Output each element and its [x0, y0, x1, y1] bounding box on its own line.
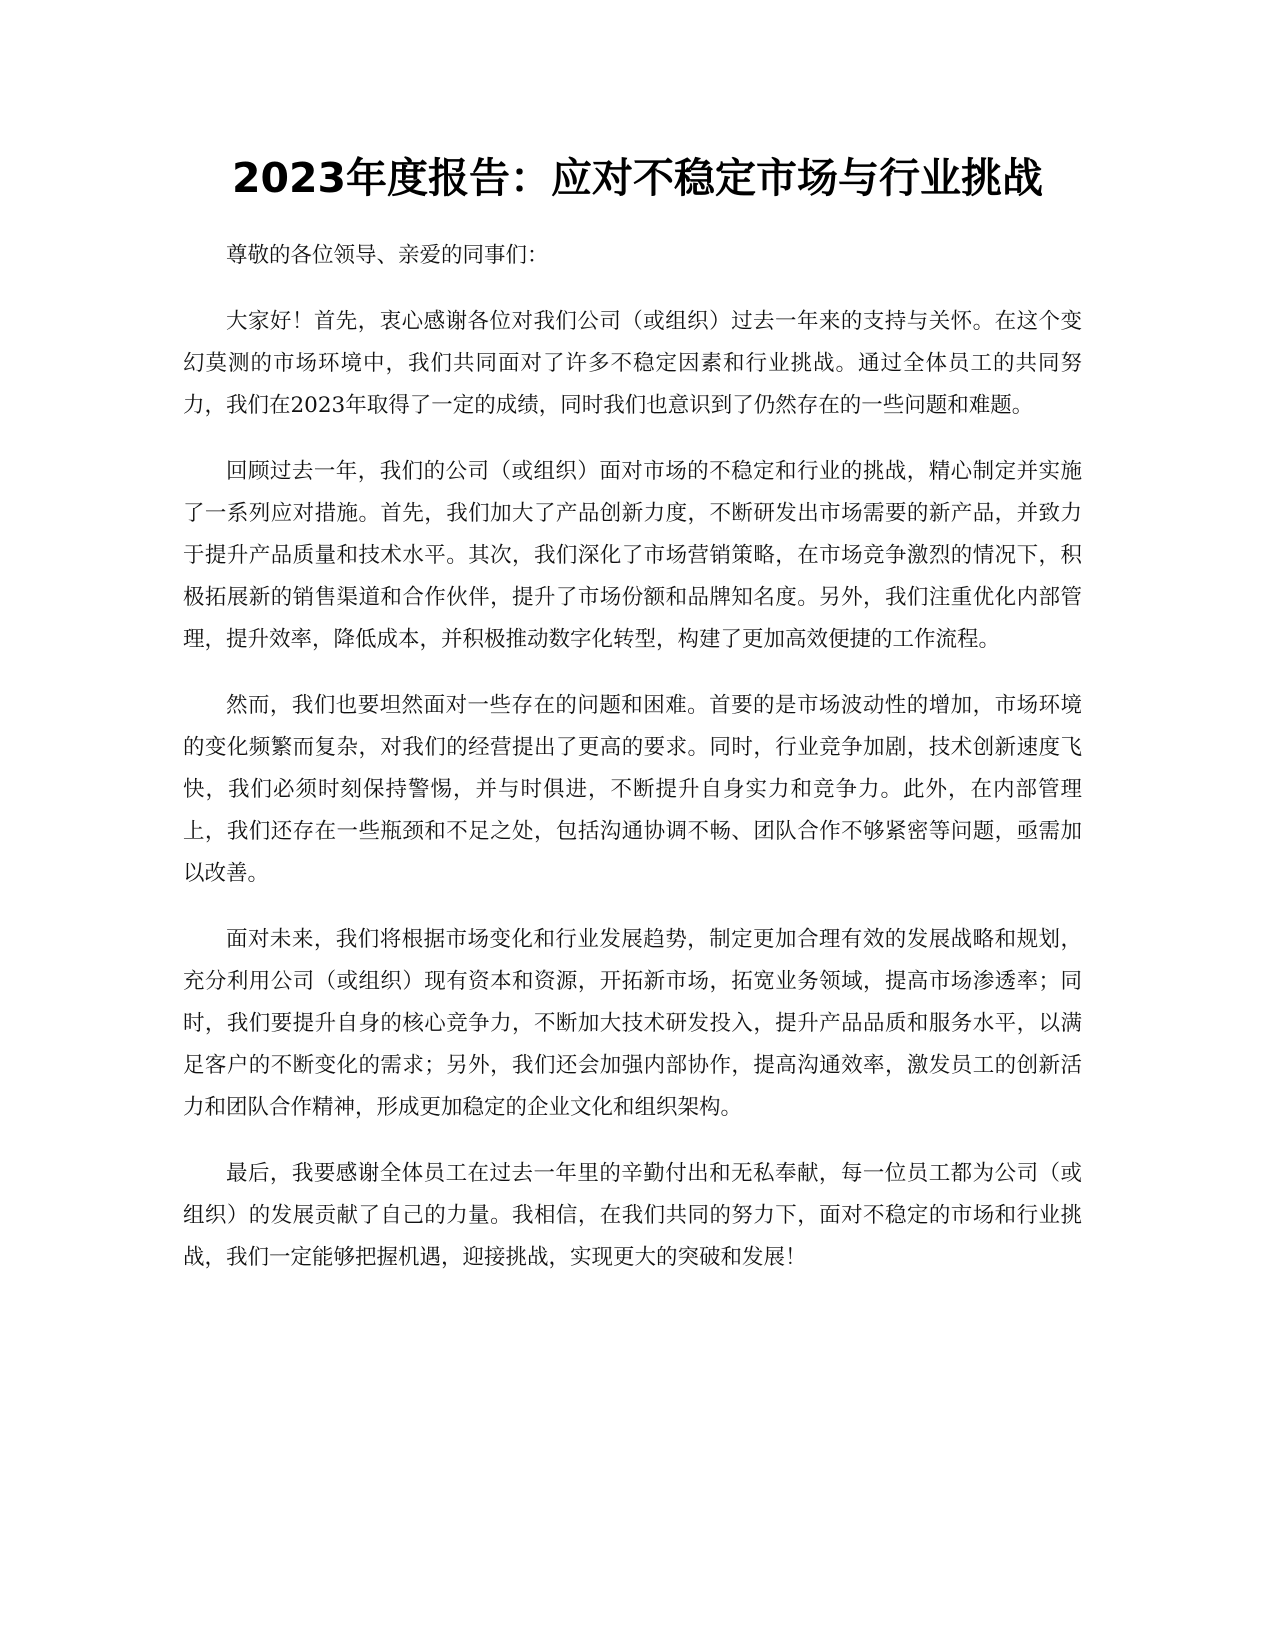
- paragraph-review: 回顾过去一年，我们的公司（或组织）面对市场的不稳定和行业的挑战，精心制定并实施了一系列应对措施。首先，我们加大了产品创新力度，不断研发出市场需要的新产品，并致力于提升产品质量和技术水平。其次，我们深化了市场营销策略，在市场竞争激烈的情况下，积极拓展新的销售渠道和合作伙伴，提升了市场份额和品牌知名度。另外，我们注重优化内部管理，提升效率，降低成本，并积极推动数字化转型，构建了更加高效便捷的工作流程。: [183, 459, 1082, 652]
- paragraph-closing: 最后，我要感谢全体员工在过去一年里的辛勤付出和无私奉献，每一位员工都为公司（或组织）的发展贡献了自己的力量。我相信，在我们共同的努力下，面对不稳定的市场和行业挑战，我们一定能够把握机遇，迎接挑战，实现更大的突破和发展！: [183, 1161, 1082, 1270]
- document-title: 2023年度报告：应对不稳定市场与行业挑战: [231, 154, 1044, 202]
- paragraph-problems: 然而，我们也要坦然面对一些存在的问题和困难。首要的是市场波动性的增加，市场环境的变化频繁而复杂，对我们的经营提出了更高的要求。同时，行业竞争加剧，技术创新速度飞快，我们必须时刻保持警惕，并与时俱进，不断提升自身实力和竞争力。此外，在内部管理上，我们还存在一些瓶颈和不足之处，包括沟通协调不畅、团队合作不够紧密等问题，亟需加以改善。: [183, 693, 1082, 886]
- salutation: 尊敬的各位领导、亲爱的同事们：: [226, 243, 549, 268]
- document-body: [183, 235, 1082, 1303]
- paragraph-thanks: 大家好！首先，衷心感谢各位对我们公司（或组织）过去一年来的支持与关怀。在这个变幻莫测的市场环境中，我们共同面对了许多不稳定因素和行业挑战。通过全体员工的共同努力，我们在2023年取得了一定的成绩，同时我们也意识到了仍然存在的一些问题和难题。: [183, 309, 1082, 418]
- paragraph-future: 面对未来，我们将根据市场变化和行业发展趋势，制定更加合理有效的发展战略和规划，充分利用公司（或组织）现有资本和资源，开拓新市场，拓宽业务领域，提高市场渗透率；同时，我们要提升自身的核心竞争力，不断加大技术研发投入，提升产品品质和服务水平，以满足客户的不断变化的需求；另外，我们还会加强内部协作，提高沟通效率，激发员工的创新活力和团队合作精神，形成更加稳定的企业文化和组织架构。: [183, 927, 1082, 1120]
